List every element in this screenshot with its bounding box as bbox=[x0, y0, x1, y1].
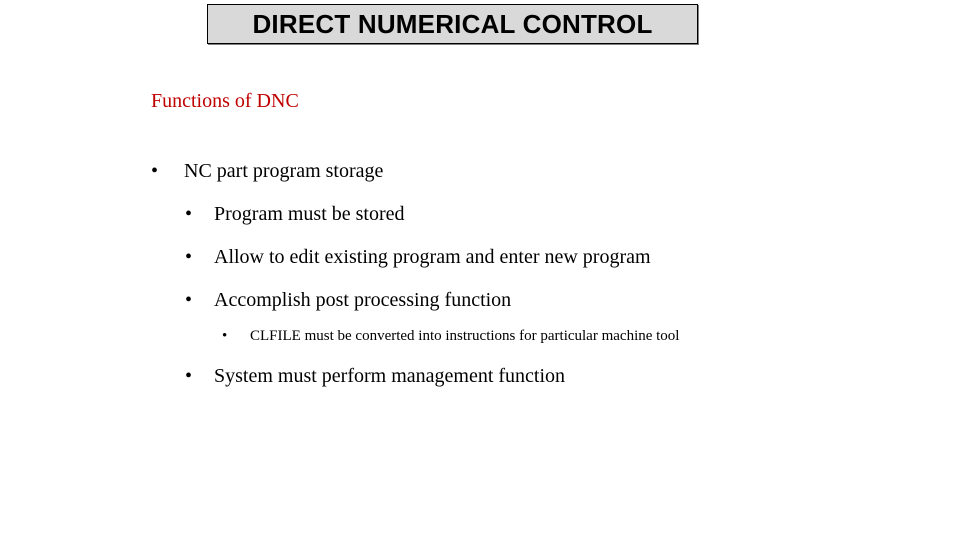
slide-title: DIRECT NUMERICAL CONTROL bbox=[252, 8, 653, 39]
bullet-text: CLFILE must be converted into instructions for particular machine tool bbox=[250, 328, 680, 344]
bullet-icon: • bbox=[185, 246, 193, 268]
bullet-item-level3 bbox=[222, 328, 679, 345]
bullet-icon: • bbox=[185, 365, 193, 387]
bullet-text: Accomplish post processing function bbox=[214, 289, 512, 311]
bullet-text: Allow to edit existing program and enter new program bbox=[214, 246, 651, 268]
section-heading: Functions of DNC bbox=[151, 90, 299, 112]
bullet-icon: • bbox=[185, 289, 193, 311]
title-banner bbox=[207, 4, 698, 44]
bullet-item-level2 bbox=[185, 203, 405, 226]
bullet-icon: • bbox=[151, 160, 159, 182]
bullet-icon: • bbox=[185, 203, 193, 225]
bullet-item-level2 bbox=[185, 365, 565, 388]
bullet-item-level2 bbox=[185, 246, 651, 269]
bullet-item-level2 bbox=[185, 289, 511, 312]
bullet-text: NC part program storage bbox=[184, 160, 384, 182]
bullet-text: Program must be stored bbox=[214, 203, 405, 225]
bullet-item-level1 bbox=[151, 160, 383, 183]
bullet-text: System must perform management function bbox=[214, 365, 566, 387]
bullet-icon: • bbox=[222, 328, 228, 344]
